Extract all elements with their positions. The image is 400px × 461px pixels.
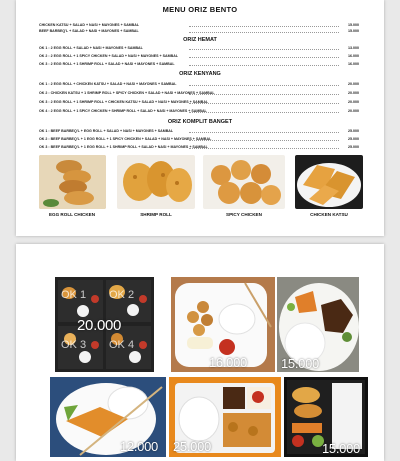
spicy-chicken-photo [203,155,285,209]
menu-item: OK 1 : BEEF BARBEQ'L + EGG ROLL + SALAD + NASI + MAYONES + SAMBAL 25.000 [39,129,359,133]
caption-spicy-chicken: SPICY CHICKEN [226,212,262,217]
plate-photo [171,277,275,372]
menu-item: CHICKEN KATSU + SALAD + NASI + MAYONES + SAMBAL 15.000 [39,23,359,27]
grid-label-ok4: OK 4 [109,339,135,351]
grid-label-ok1: OK 1 [61,289,87,301]
menu-item: OK 3 : 2 EGG ROLL + 1 SHRIMP ROLL + CHICKEN KATSU + SALAD + NASI + MAYONES + SAMBAL 20.000 [39,100,359,104]
menu-item: OK 3 : 2 EGG ROLL + 1 SHRIMP ROLL + SALAD + NASI + MAYONES + SAMBAL 16.000 [39,62,359,66]
price-label: 15.000 [281,356,319,371]
caption-egg-roll: EGG ROLL CHICKEN [48,212,96,217]
menu-item: OK 2 : BEEF BARBEQ'L + 1 EGG ROLL + 1 SPICY CHICKEN + SALAD + NASI + MAYONES + SAMBAL 25.000 [39,137,359,141]
chicken-katsu-photo [295,155,363,209]
price-label: 16.000 [209,355,247,370]
menu-page [16,0,384,236]
menu-item: OK 3 : BEEF BARBEQ'L + 1 EGG ROLL + 1 SHRIMP ROLL + SALAD + NASI + MAYONES + SAMBAL 25.000 [39,145,359,149]
menu-item: OK 2 : 2 EGG ROLL + 1 SPICY CHICKEN + SALAD + NASI + MAYONES + SAMBAL 16.000 [39,54,359,58]
menu-title: MENU ORIZ BENTO [162,5,238,14]
bento-grid-photo [55,277,154,372]
egg-roll-photo [39,155,106,209]
grid-label-ok2: OK 2 [109,289,135,301]
section-title: ORIZ KOMPLIT BANGET [167,119,233,125]
caption-chicken-katsu: CHICKEN KATSU [310,212,348,217]
beef-rice-photo [277,277,359,372]
price-label: 20.000 [77,317,122,334]
section-title: ORIZ HEMAT [183,37,217,43]
photo-page [16,244,384,461]
menu-item: OK 4 : 2 EGG ROLL + 1 SPICY CHICKEN + SHRIMP ROLL + SALAD + NASI + MAYONES + SAMBAL 20.000 [39,109,359,113]
price-label: 25.000 [173,439,211,454]
menu-item: OK 1 : 2 EGG ROLL + CHICKEN KATSU + SALAD + NASI + MAYONES + SAMBAL 20.000 [39,82,359,86]
bento-box-photo [169,377,281,457]
section-title: ORIZ KENYANG [179,71,221,77]
menu-item: OK 2 : CHICKEN KATSU + 1 SHRIMP ROLL + SPICY CHICKEN + SALAD + NASI + MAYONES + SAMBAL 20.000 [39,91,359,95]
shrimp-roll-photo [117,155,195,209]
menu-item: OK 1 : 2 EGG ROLL + SALAD + NASI + MAYONES + SAMBAL 13.000 [39,46,359,50]
katsu-plate-photo [50,377,166,457]
black-bento-photo [284,377,368,457]
price-label: 15.000 [322,441,360,456]
caption-shrimp-roll: SHRIMP ROLL [140,212,172,217]
price-label: 12.000 [120,439,158,454]
menu-item: BEEF BARBEQ'L + SALAD + NASI + MAYONES + SAMBAL 15.000 [39,29,359,33]
grid-label-ok3: OK 3 [61,339,87,351]
